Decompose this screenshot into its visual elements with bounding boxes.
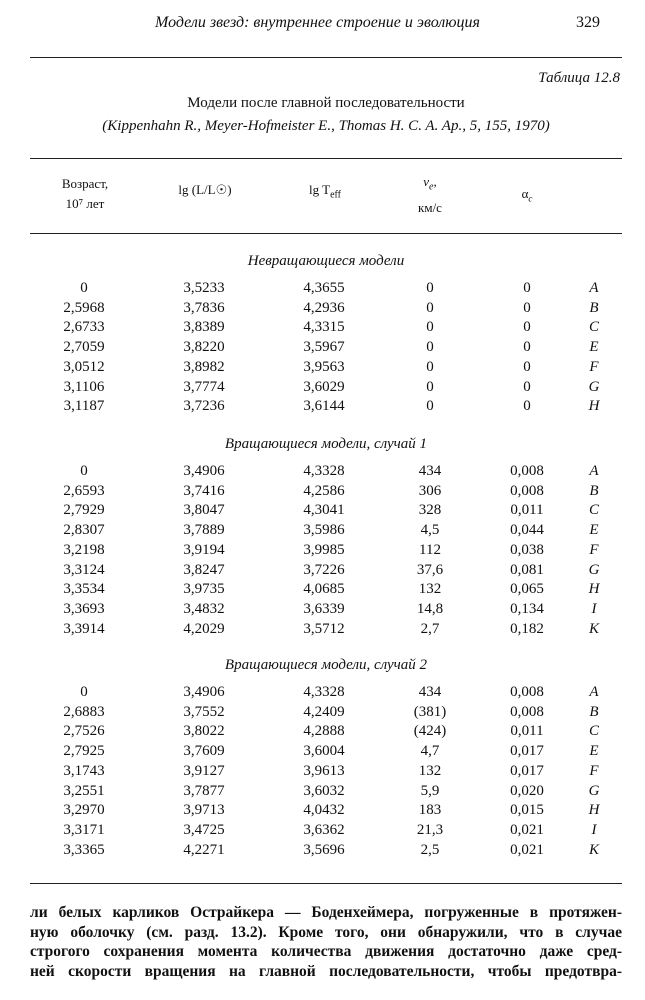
section-title: Невращающиеся модели [247,253,405,269]
table-source: (Kippenhahn R., Meyer-Hofmeister E., Thomas H. C. A. Ap., 5, 155, 1970) [102,118,550,134]
cell-age: 3,0512 [63,358,105,375]
header-age-line2: 10⁷ лет [65,196,105,211]
cell-alpha: 0,008 [510,482,544,499]
cell-luminosity: 3,9713 [183,802,225,819]
header-alpha-sub: c [528,193,533,204]
cell-age: 2,5968 [63,299,105,316]
cell-age: 3,2198 [63,541,105,558]
cell-velocity: 21,3 [416,821,444,838]
cell-luminosity: 3,4906 [183,684,225,700]
cell-luminosity: 3,8389 [183,319,225,336]
cell-velocity: (381) [413,703,447,720]
cell-velocity: 328 [418,502,442,519]
cell-model-label: C [588,502,599,519]
cell-age: 3,2970 [63,802,105,819]
cell-alpha: 0,020 [510,782,544,799]
cell-luminosity: 3,8982 [183,358,225,375]
cell-alpha: 0,081 [510,561,544,578]
cell-model-label: B [589,703,599,720]
cell-velocity: 434 [418,684,442,700]
cell-teff: 4,3041 [303,502,345,519]
cell-luminosity: 3,7877 [183,782,225,799]
cell-model-label: E [589,339,599,356]
cell-alpha: 0 [523,299,531,316]
cell-age: 3,1743 [63,762,105,779]
table-title: Модели после главной последовательности [187,95,465,111]
cell-model-label: B [589,482,599,499]
cell-alpha: 0,065 [510,581,544,598]
cell-luminosity: 3,4725 [183,821,225,838]
cell-velocity: 183 [418,802,442,819]
cell-luminosity: 3,4906 [183,463,225,479]
cell-alpha: 0 [523,319,531,336]
cell-teff: 3,9985 [303,541,345,558]
cell-alpha: 0,044 [510,522,544,539]
body-paragraph [30,903,622,981]
cell-age: 3,3124 [63,561,105,578]
cell-teff: 4,0432 [303,802,345,819]
cell-alpha: 0,134 [510,600,544,617]
cell-teff: 4,2936 [303,299,345,316]
cell-age: 0 [80,463,88,479]
header-ve-unit: км/с [418,199,442,215]
cell-luminosity: 3,9194 [183,541,225,558]
header-alpha-main: α [521,186,529,201]
body-line: ней скорости вращения на главной последовательности, чтобы предотвра- [30,962,622,980]
cell-alpha: 0 [523,378,531,395]
cell-model-label: F [589,358,599,375]
cell-age: 2,6883 [63,703,105,720]
cell-model-label: E [589,522,599,539]
cell-age: 2,7526 [63,723,105,740]
cell-model-label: A [589,463,599,479]
cell-model-label: E [589,743,599,760]
cell-teff: 3,6362 [303,821,345,838]
cell-teff: 3,6144 [303,398,345,415]
cell-teff: 4,3315 [303,319,345,336]
header-teff-sub: eff [330,189,341,201]
cell-velocity: 5,9 [420,782,440,799]
cell-alpha: 0 [523,280,531,296]
header-teff [270,182,380,201]
cell-alpha: 0,038 [510,541,544,558]
divider [30,233,622,234]
cell-model-label: G [588,561,600,578]
cell-luminosity: 3,7416 [183,482,225,499]
header-teff-main: lg T [309,182,331,197]
divider [30,883,622,884]
header-ve-main: v [423,174,430,189]
cell-alpha: 0 [523,358,531,375]
cell-model-label: K [588,620,599,637]
cell-alpha: 0,015 [510,802,544,819]
cell-age: 0 [80,684,88,700]
cell-age: 3,3171 [63,821,105,838]
cell-teff: 4,0685 [303,581,345,598]
cell-model-label: G [588,378,600,395]
cell-model-label: C [588,319,599,336]
cell-velocity: (424) [413,723,447,740]
cell-alpha: 0,017 [510,762,544,779]
body-line: строгого сохранения момента количества движения достаточно даже сред- [30,943,622,960]
divider [30,158,622,159]
cell-velocity: 0 [426,280,434,296]
cell-alpha: 0 [523,339,531,356]
cell-alpha: 0,021 [510,821,544,838]
cell-age: 2,6733 [63,319,105,336]
cell-velocity: 0 [426,358,434,375]
cell-model-label: F [589,541,599,558]
header-velocity: $v_e$, км/с [375,172,485,218]
cell-velocity: 4,5 [420,522,440,539]
cell-teff: 4,3655 [303,280,345,296]
cell-teff: 4,2409 [303,703,345,720]
cell-velocity: 306 [418,482,442,499]
cell-luminosity: 3,8022 [183,723,225,740]
cell-luminosity: 4,2271 [183,841,225,858]
cell-alpha: 0,017 [510,743,544,760]
cell-luminosity: 3,5233 [183,280,225,296]
cell-model-label: B [589,299,599,316]
cell-age: 2,7059 [63,339,105,356]
table-number: Таблица 12.8 [538,70,620,86]
cell-alpha: 0,021 [510,841,544,858]
cell-model-label: H [588,398,600,415]
cell-teff: 4,2888 [303,723,345,740]
cell-teff: 3,6032 [303,782,345,799]
cell-alpha: 0,008 [510,684,544,700]
cell-velocity: 132 [418,762,442,779]
cell-alpha: 0,182 [510,620,544,637]
cell-model-label: C [588,723,599,740]
header-luminosity: lg (L/L☉) [178,182,232,197]
cell-teff: 3,9613 [303,762,345,779]
header-age-line1: Возраст, [61,176,109,191]
cell-velocity: 0 [426,398,434,415]
cell-velocity: 14,8 [416,600,444,617]
cell-model-label: A [589,280,599,296]
cell-alpha: 0,011 [510,502,544,519]
cell-alpha: 0,008 [510,703,544,720]
cell-age: 3,3365 [63,841,105,858]
cell-model-label: G [588,782,600,799]
cell-luminosity: 3,9127 [183,762,225,779]
body-line: ную оболочку (см. разд. 13.2). Кроме того, они обнаружили, что в случае [30,923,622,941]
cell-age: 3,1187 [63,398,105,415]
cell-teff: 3,6004 [303,743,345,760]
cell-luminosity: 3,8247 [183,561,225,578]
cell-age: 3,3693 [63,600,105,617]
cell-age: 2,8307 [63,522,105,539]
cell-velocity: 37,6 [416,561,444,578]
cell-velocity: 0 [426,319,434,336]
cell-velocity: 112 [419,541,441,558]
cell-velocity: 0 [426,378,434,395]
cell-alpha: 0 [523,398,531,415]
cell-velocity: 434 [418,463,442,479]
cell-luminosity: 3,4832 [183,600,225,617]
cell-velocity: 0 [426,299,434,316]
cell-age: 2,6593 [63,482,105,499]
cell-age: 2,7925 [63,743,105,760]
cell-model-label: H [588,581,600,598]
cell-velocity: 0 [426,339,434,356]
section-title: Вращающиеся модели, случай 1 [224,436,428,452]
cell-luminosity: 3,8047 [183,502,225,519]
body-line: ли белых карликов Острайкера — Боденхеймера, погруженные в протяжен- [30,904,622,921]
cell-velocity: 4,7 [420,743,440,760]
cell-luminosity: 3,8220 [183,339,225,356]
cell-luminosity: 4,2029 [183,620,225,637]
cell-model-label: I [591,600,597,617]
cell-model-label: H [588,802,600,819]
cell-velocity: 2,5 [420,841,440,858]
cell-teff: 3,7226 [303,561,345,578]
cell-teff: 3,6029 [303,378,345,395]
page-number: 329 [576,14,600,31]
cell-teff: 3,5967 [303,339,345,356]
cell-velocity: 2,7 [420,620,440,637]
cell-model-label: A [589,684,599,700]
cell-teff: 3,9563 [303,358,345,375]
cell-teff: 4,3328 [303,463,345,479]
cell-age: 3,1106 [63,378,105,395]
cell-model-label: I [591,821,597,838]
cell-luminosity: 3,7774 [183,378,225,395]
header-age [30,174,140,214]
cell-age: 2,7929 [63,502,105,519]
header-alpha [472,186,582,204]
cell-teff: 3,5696 [303,841,345,858]
cell-teff: 4,2586 [303,482,345,499]
cell-alpha: 0,008 [510,463,544,479]
cell-luminosity: 3,9735 [183,581,225,598]
header-ve-sub: e [429,181,434,193]
cell-age: 3,3534 [63,581,105,598]
cell-luminosity: 3,7889 [183,522,225,539]
cell-model-label: K [588,841,599,858]
cell-teff: 3,6339 [303,600,345,617]
cell-age: 0 [80,280,88,296]
cell-luminosity: 3,7236 [183,398,225,415]
divider [30,57,622,58]
cell-teff: 3,5986 [303,522,345,539]
cell-age: 3,3914 [63,620,105,637]
section-title: Вращающиеся модели, случай 2 [224,657,428,673]
cell-teff: 3,5712 [303,620,345,637]
running-head-title: Модели звезд: внутреннее строение и эволюция [155,14,480,31]
cell-age: 3,2551 [63,782,105,799]
cell-luminosity: 3,7552 [183,703,225,720]
cell-luminosity: 3,7609 [183,743,225,760]
cell-alpha: 0,011 [510,723,544,740]
cell-velocity: 132 [418,581,442,598]
cell-teff: 4,3328 [303,684,345,700]
cell-model-label: F [589,762,599,779]
cell-luminosity: 3,7836 [183,299,225,316]
